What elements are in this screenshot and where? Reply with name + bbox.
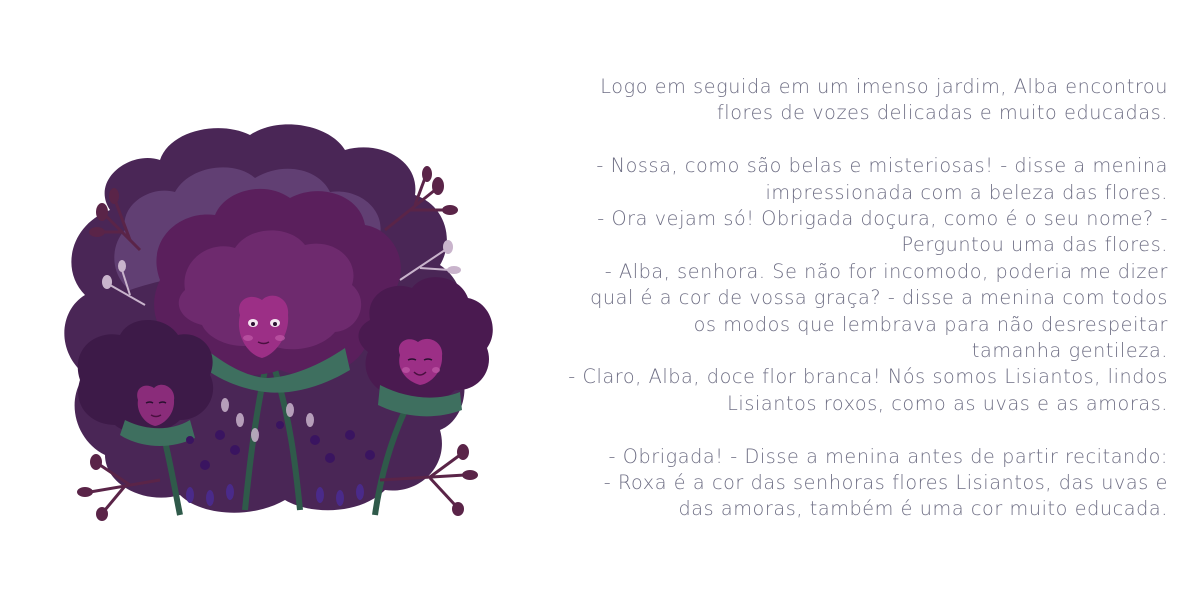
text-line: - Alba, senhora. Se não for incomodo, poderia me dizer [604, 259, 1168, 283]
text-line: - Obrigada! - Disse a menina antes de partir recitando: [608, 444, 1168, 468]
text-line: tamanha gentileza. [971, 339, 1168, 363]
text-line: flores de vozes delicadas e muito educadas. [716, 101, 1168, 125]
text-line: - Claro, Alba, doce flor branca! Nós somos Lisiantos, lindos [568, 365, 1168, 389]
text-line: - Roxa é a cor das senhoras flores Lisiantos, das uvas e [603, 471, 1168, 495]
text-line: os modos que lembrava para não desrespeitar [693, 312, 1168, 336]
story-text [515, 74, 1168, 523]
text-line: - Nossa, como são belas e misteriosas! - disse a menina [596, 154, 1168, 178]
text-line: qual é a cor de vossa graça? - disse a menina com todos [590, 286, 1168, 310]
lisianthus-flowers-illustration [50, 120, 500, 530]
text-line: das amoras, também é uma cor muito educada. [678, 497, 1168, 521]
text-line: - Ora vejam só! Obrigada doçura, como é o seu nome? - [597, 207, 1168, 231]
text-line: impressionada com a beleza das flores. [765, 180, 1168, 204]
text-line: Logo em seguida em um imenso jardim, Alba encontrou [600, 75, 1168, 98]
text-line: Lisiantos roxos, como as uvas e as amoras. [727, 391, 1168, 415]
text-line: Perguntou uma das flores. [901, 233, 1168, 257]
